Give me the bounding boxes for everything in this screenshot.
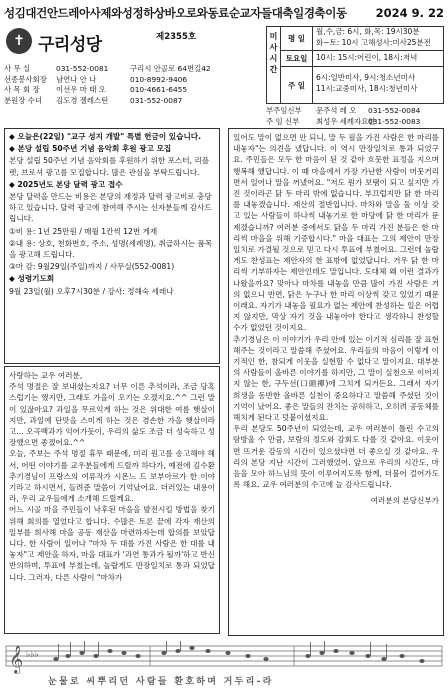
letter-continuation: 있어도 말이 없으면 안 되니, 말 두 필을 가진 사람은 한 마리를 내놓자"는 의견을 냈답니다. 이 역시 만장일치로 통과 되었구요. 주민들은 모두 한 마음이 된 것 같아 흐뭇한 표정을 지으며 행복해 했답니다. 이 때 마을에서 가장 가난한 사람이 머뭇거리면서 일어나 말을 꺼냈어요. "저도 뭔가 보탬이 되고 싶지만 가진 것이라곤 닭 두 마리 밖에 없습니다. 부끄럽지만 닭 한 마리를 내놓겠습니다. 재산의 절반입니다. 마차와 말을 둘 이상 갖고 있는 사람들이 하나씩 내놓기로 한 마당에 닭 한 마리가 문제겠습니까? 여러분 중에서도 닭을 두 마리 가진 분들은 한 마리씩 마을을 위해 기증합시다." 마을 대표는 그의 제안이 만장일치로 가결될 것으로 믿고 다시 투표에 부쳤어요. 그런데 놀랍게도 찬성표는 제안자의 한 표밖에 없었답니다. 거우 닭 한 마리씩 기부하자는 제안인데도 말입니다. 도대체 왜 이런 결과가 나왔을까요? 맞아나 마차를 내놓을 만큼 많이 가진 사람은 거의 없으니 반면, 닭은 누구나 한 마리 이상씩 갖고 있었기 때문이래요. 자기가 내놓을 필요가 없는 제안에 찬성하는 일은 어렵지 않지만, 막상 자기 것을 내놓아야 한다고 생각하니 찬성할 수가 없었던 것이지요. 추기경님은 이 이야기가 우리 안에 있는 이기적 심리를 잘 표현해주는 것이라고 말씀해 주셨어요. 우리들의 마음이 이렇게 이기적인 한, 참되게 이웃을 실현할 수 없다고 말이지요. 대부분의 사람들이 올바른 이야기를 하지만, 그 말이 실천으로 이어지지 않는 한, 구두선(口頭禪)에 그치게 되거든요. 그래서 자기 희생을 동반한 올바른 실천이 중요하다고 말씀해 주셨던 것이 기억이 났어요. 좋은 말들의 잔치는 공허하고, 오히려 공동체를 해치게 된다고 덧붙이셨지요. 우리 본당도 50주년이 되었는데, 교우 여러분이 틀린 수고의 땀방울 수 만큼, 보람의 정도와 감회도 다를 것 같아요. 이웃이면 뜨거운 감동의 시간이 있으셨다면 더 좋으실 것 같아요. 우리의 본당 지난 시간이 그러했었어. 앞으로 우리의 시간도, 마음을 모아 하느님의 뜻이 이루어지도록 함께, 더불어 걸어가도록 해요. 교우 여러분의 수고에 늘 감사드립니다.: [233, 133, 439, 490]
clergy-row: 부주임신부 문주석 레 오 031-552-0084: [266, 106, 421, 115]
announcement-body: ②내 용: 상호, 천화번호, 주소, 성명(세례명), 취급하시는 품목을 광고해 드립니다.: [9, 238, 213, 260]
announcement-heading: ◆ 2025년도 본당 달력 광고 접수: [9, 179, 123, 189]
letter-paragraph: 어느 시골 마을 주민들이 낙후된 마을을 발전시킬 방법을 찾기 위해 회의를 열었다고 합니다. 수많은 토론 끝에 각자 재산의 일부를 희사해 마을 공동 재산을 마련하자는데 합의를 보았답니다. 한 사람이 일어나 "마차 두 대를 가진 사람은 한 대를 내놓자"고 제안을 하자, 마을 대표가 '과연 통과가 될까'하고 반신반의하며, 투표에 부쳤는데, 놀랍게도 만장일치로 통과 되었답니다. 그러자, 다른 사람이 "마차가: [9, 505, 215, 582]
announcement-heading: ◆ 본당 설립 50주년 기념 음악회 후원 광고 모집: [9, 144, 172, 154]
contact-row: 사 목 회 장 이선우 마 태 오 010-4661-6455: [4, 85, 188, 94]
letter-paragraph: 오늘, 주보는 주석 명절 휴무 때문에, 미리 원고를 송고해야 해서, 어떤 이야기를 교우분들에게 드릴까 하다가, 예전에 김수환 추기경님이 프랑스의 여류작가 시몬느 드 보부아르가 한 이야기라고 하시면서, 들려준 말씀이 기억났어요. 더러있는 내용이라, 우리 교우들에게 소개해 드릴께요.: [9, 449, 215, 504]
issue-number: 제2355호: [156, 32, 197, 42]
bulletin-header: [4, 26, 444, 128]
contact-row: 분원장 수녀 김도경 젤레스틴 031-552-0087: [4, 95, 183, 105]
parish-name: 구리성당: [38, 35, 102, 55]
left-column: [4, 128, 220, 636]
bulletin-date: 2024 9. 22: [375, 6, 444, 20]
music-notes: [53, 646, 424, 663]
mass-row-weekday: 평 일 월,수,금: 6시, 화,목: 19시30분 화~토: 10시 고해성사:미사25분전: [281, 27, 443, 51]
clergy-contacts: [266, 106, 444, 127]
announcement-heading: ◆ 오늘은(22일) "교구 성지 개발" 특별 헌금이 있습니다.: [9, 132, 202, 141]
announcements-box: [4, 128, 220, 364]
letter-paragraph: 사랑하는 교우 여러분,: [9, 371, 83, 380]
church-logo-icon: ✝: [6, 28, 32, 54]
contact-row: 사 무 실 031-552-0081 구리시 안골로 64번길42: [4, 64, 211, 73]
contact-row: 선종봉사회장 남연나 안 나 010-8992-9406: [4, 74, 188, 84]
contact-directory: [4, 64, 268, 106]
music-staff: [4, 640, 444, 674]
letter-paragraph: 주석 명절은 잘 보내셨는지요? 너무 이른 추석이라, 조금 당혹스럽기는 했지만, 그래도 가을이 오기는 오겠지요.^^ 그런 말이 있잖아요? 과일을 무르익게 하는 것은 위대한 여름 햇살이지만, 과일에 단맛을 스미게 하는 것은 겸손한 가을 햇살이라고... 오곡백과가 익어가듯이, 우리의 삶도 조금 더 성숙하고 성장했으면 좋겠어요.^^: [9, 382, 215, 448]
mass-row-sunday: 주 일 6시:일반미사, 9시:청소년미사 11시:교중미사, 18시:청년미사: [281, 67, 443, 103]
mass-schedule-label: 미 사 시 간: [267, 27, 281, 103]
announcement-body: 본당 설립 50주년 기념 음악회를 후원하기 위한 포스터, 리플렛, 브로셔 광고를 모집합니다. 많은 관심을 부탁드립니다.: [9, 156, 210, 177]
letter-signature: 여러분의 본당신부가: [370, 495, 439, 505]
announcement-body: 9월 23일(월) 오후7시30분 / 강사: 정해숙 세레나: [9, 286, 174, 296]
parish-logo-row: [4, 28, 264, 62]
pastor-letter-part1: [4, 366, 220, 634]
announcement-body: ①비 용: 1년 25만원 / 매월 1칸씩 12번 게재: [9, 226, 158, 236]
mass-row-saturday: 토요일 10시: 15시:어린이, 18시:저녁: [281, 51, 443, 67]
announcement-body: 본당 달력을 만드는 비용은 본당의 재정과 달력 광고비로 충당하고 있습니다. 달력 광고에 참여해 주시는 신자분들께 감사드립니다.: [9, 192, 212, 224]
pastor-letter-part2: [228, 128, 444, 636]
mass-schedule-table: [266, 26, 444, 104]
announcement-heading: ◆ 성령기도회: [9, 274, 55, 284]
hymn-lyrics: 눈물로 씨뿌리던 사람들 환호하며 거두리-라: [48, 677, 274, 687]
hymn-score: [4, 640, 444, 686]
announcement-body: ③마 감: 9월29일(주일)까지 / 사무실(552-0081): [9, 262, 175, 272]
treble-clef-icon: 𝄞: [9, 645, 24, 673]
clergy-row: 주 임 신부 최성우 세례자요한 031-552-0083: [266, 116, 421, 126]
feast-title: 성김대건안드레아사제와성정하상바오로와동료순교자들대축일경축이동: [4, 6, 347, 20]
bulletin-title-bar: [4, 2, 444, 24]
flat-signature-icon: ♭♭♭: [26, 650, 39, 660]
